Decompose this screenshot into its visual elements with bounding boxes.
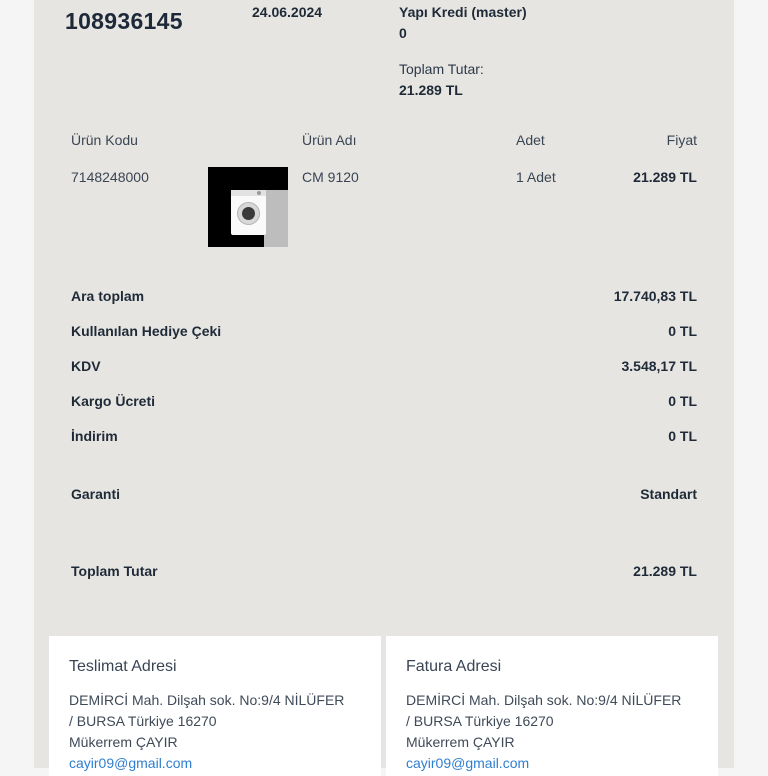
vat-value: 3.548,17 TL xyxy=(621,358,697,374)
giftcard-value: 0 TL xyxy=(668,323,697,339)
grand-total-label: Toplam Tutar xyxy=(71,563,158,579)
product-name[interactable]: CM 9120 xyxy=(302,169,359,185)
discount-value: 0 TL xyxy=(668,428,697,444)
delivery-address-line2: / BURSA Türkiye 16270 xyxy=(69,713,217,729)
order-number: 108936145 xyxy=(65,8,183,34)
delivery-address-title: Teslimat Adresi xyxy=(69,658,177,675)
billing-address-line1: DEMİRCİ Mah. Dilşah sok. No:9/4 NİLÜFER xyxy=(406,692,682,708)
product-code: 7148248000 xyxy=(71,169,149,185)
delivery-recipient-name: Mükerrem ÇAYIR xyxy=(69,734,178,750)
column-header-code: Ürün Kodu xyxy=(71,132,138,148)
billing-recipient-name: Mükerrem ÇAYIR xyxy=(406,734,515,750)
order-total-value: 21.289 TL xyxy=(399,82,463,98)
billing-address-title: Fatura Adresi xyxy=(406,658,502,675)
grand-total-value: 21.289 TL xyxy=(633,563,697,579)
warranty-label: Garanti xyxy=(71,486,121,502)
column-header-qty: Adet xyxy=(516,132,545,148)
payment-method: Yapı Kredi (master) xyxy=(399,4,527,20)
subtotal-label: Ara toplam xyxy=(71,288,145,304)
delivery-email-link[interactable]: cayir09@gmail.com xyxy=(69,755,193,771)
giftcard-label: Kullanılan Hediye Çeki xyxy=(71,323,222,339)
shipping-value: 0 TL xyxy=(668,393,697,409)
shipping-label: Kargo Ücreti xyxy=(71,393,156,409)
column-header-price: Fiyat xyxy=(666,132,697,148)
column-header-name: Ürün Adı xyxy=(302,132,357,148)
billing-address-line2: / BURSA Türkiye 16270 xyxy=(406,713,554,729)
thumbnail-shadow xyxy=(264,190,288,247)
order-detail-panel xyxy=(34,0,734,771)
billing-address-card xyxy=(386,636,718,776)
warranty-value: Standart xyxy=(640,486,697,502)
billing-email-link[interactable]: cayir09@gmail.com xyxy=(406,755,530,771)
product-qty: 1 Adet xyxy=(516,169,556,185)
delivery-address-line1: DEMİRCİ Mah. Dilşah sok. No:9/4 NİLÜFER xyxy=(69,692,345,708)
delivery-address-card xyxy=(49,636,381,776)
washing-machine-icon xyxy=(231,190,266,235)
order-date: 24.06.2024 xyxy=(252,4,323,20)
subtotal-value: 17.740,83 TL xyxy=(613,288,697,304)
discount-label: İndirim xyxy=(71,428,118,444)
vat-label: KDV xyxy=(71,358,101,374)
product-price: 21.289 TL xyxy=(633,169,697,185)
installment-count: 0 xyxy=(399,25,407,41)
order-total-label: Toplam Tutar: xyxy=(399,61,484,77)
product-thumbnail[interactable] xyxy=(208,167,288,247)
